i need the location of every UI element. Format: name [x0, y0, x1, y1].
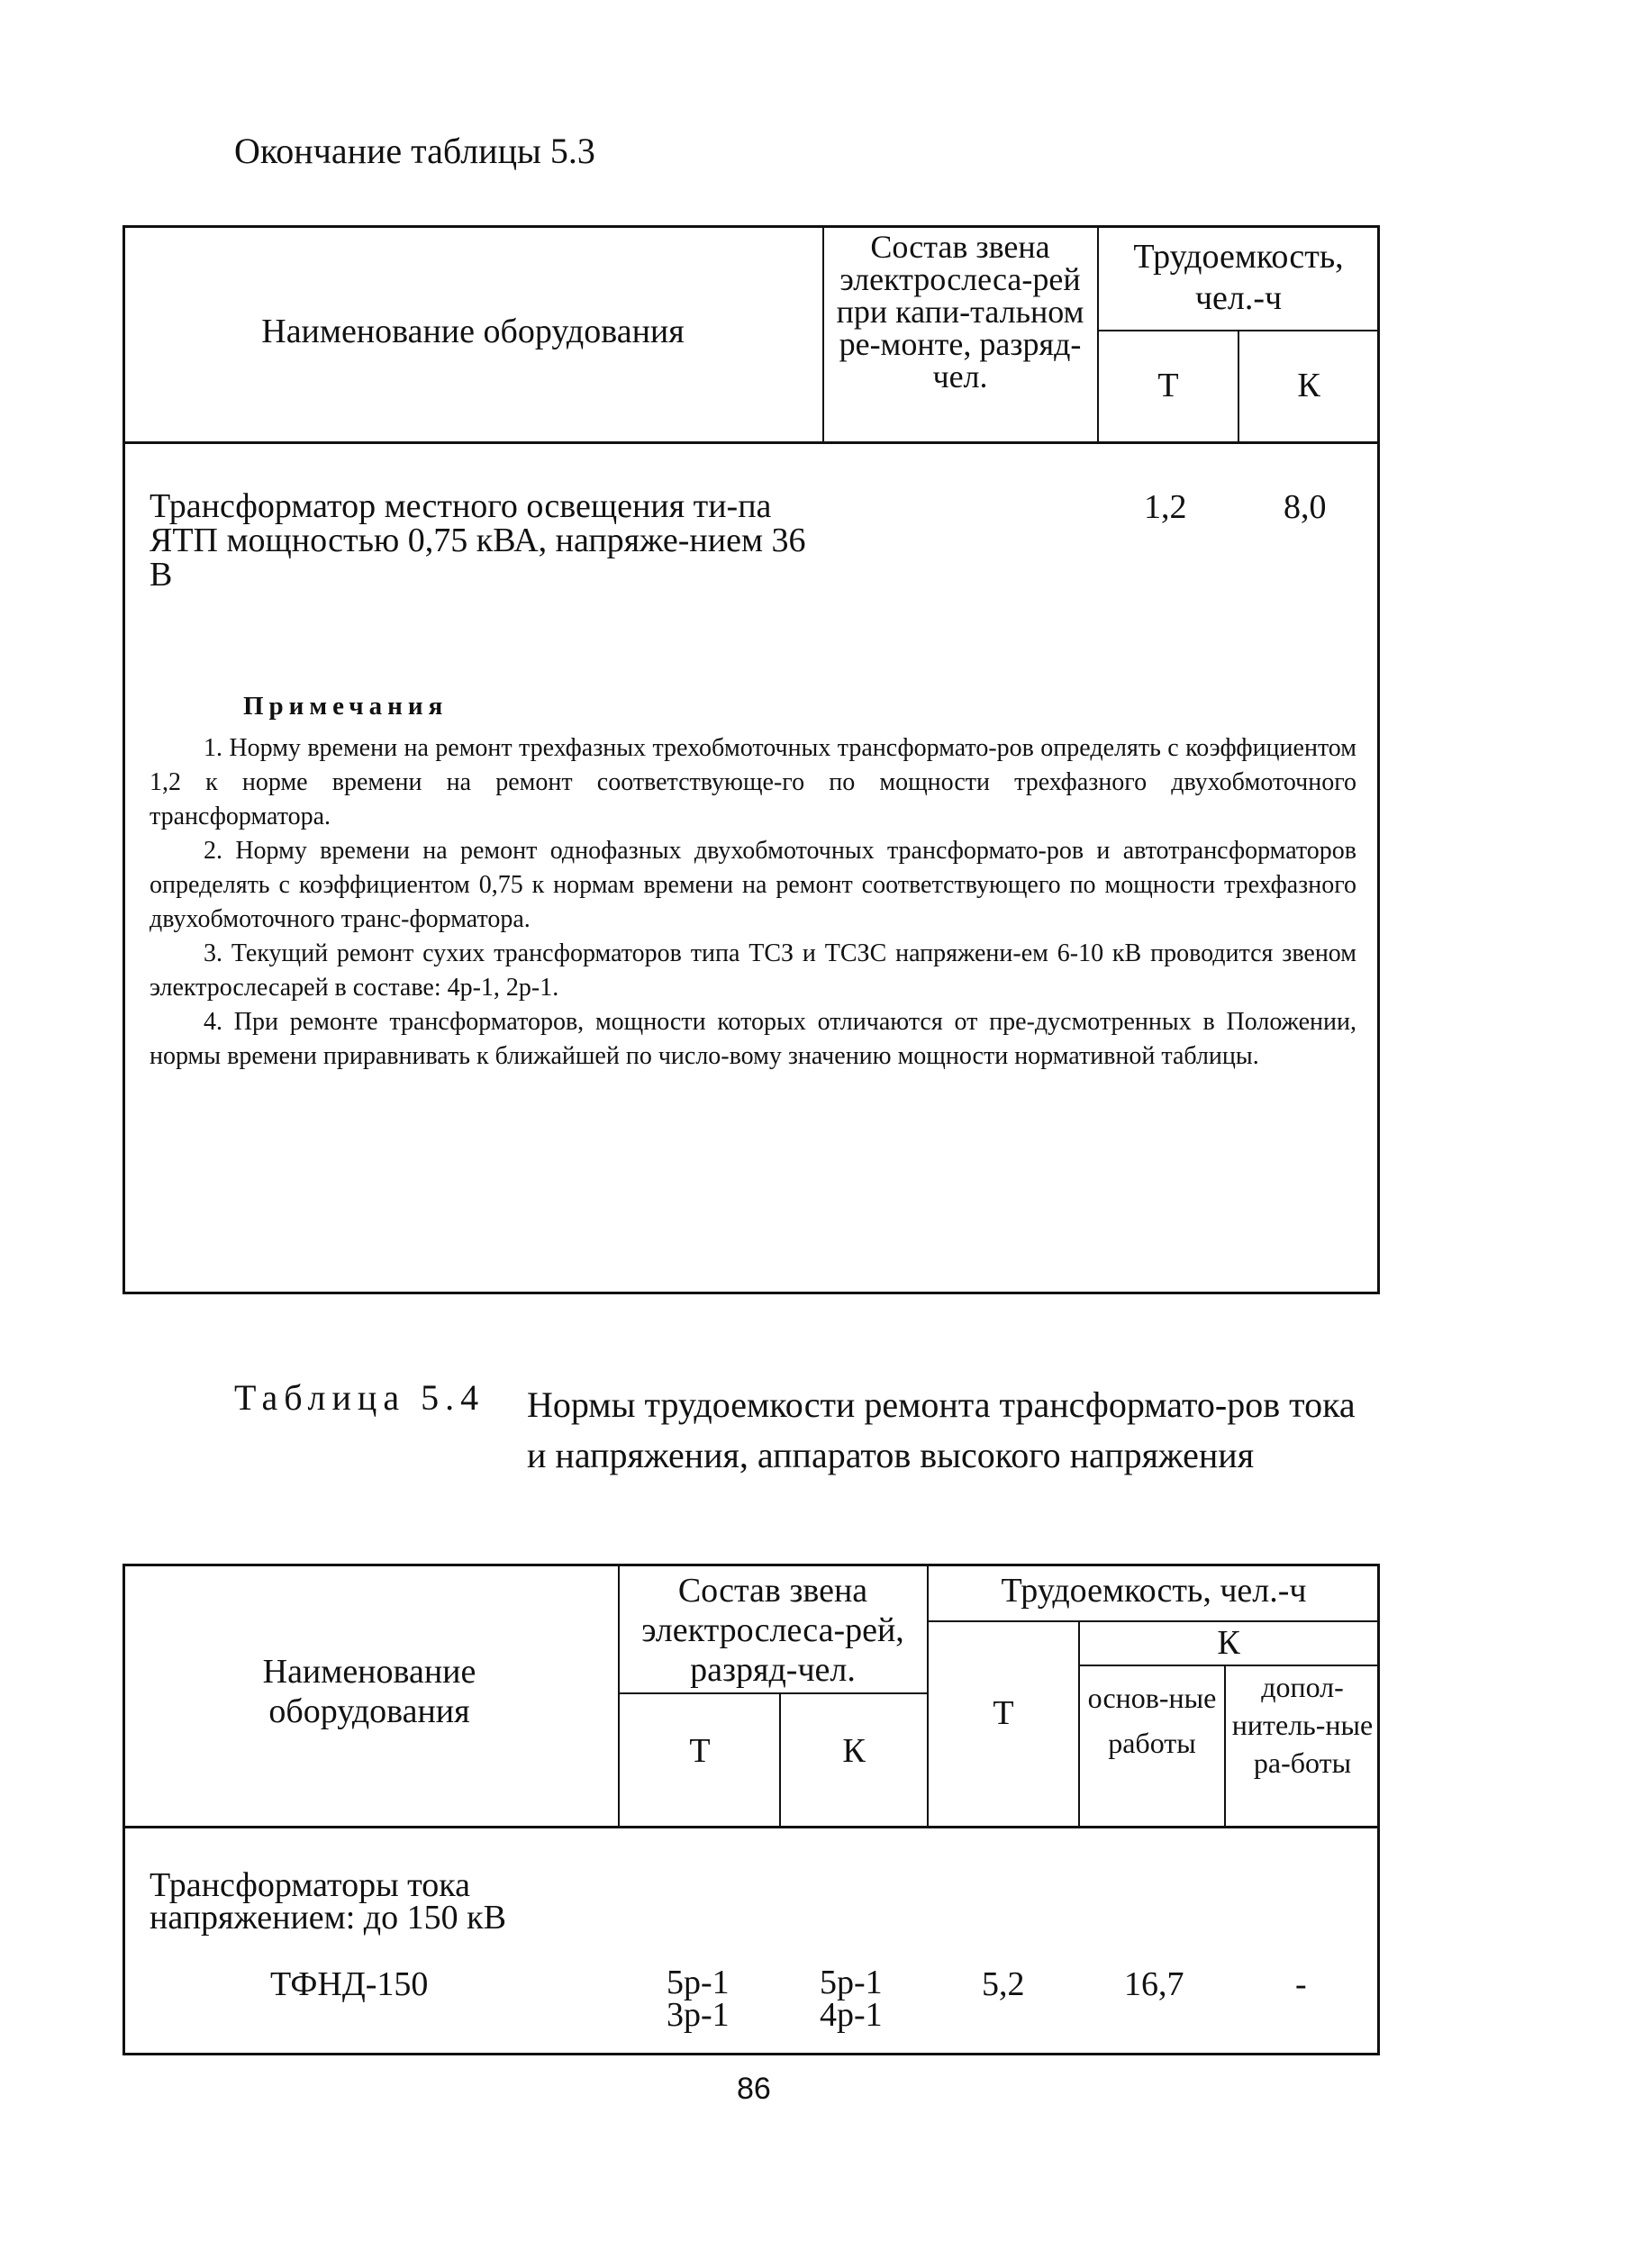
row-labor-k-extra: - [1295, 1965, 1307, 2003]
header-k: К [1297, 367, 1320, 404]
header-crew: Состав звена электрослеса-рей при капи-тальном ре-монте, разряд-чел. [836, 229, 1084, 395]
header-t: Т [1157, 367, 1179, 404]
row-k-value: 8,0 [1284, 488, 1327, 526]
header-labor: Трудоемкость, чел.-ч [1001, 1572, 1307, 1610]
header-labor: Трудоемкость, чел.-ч [1133, 238, 1344, 317]
header-crew: Состав звена электрослеса-рей, разряд-чел. [641, 1572, 904, 1689]
note-4: 4. При ремонте трансформаторов, мощности которых отличаются от пре-дусмотренных в Положении, нормы времени приравнивать к ближайшей по число-вому значению мощности нормативной таблицы. [150, 1008, 1356, 1070]
table-5-4-label: Таблица 5.4 [234, 1377, 485, 1418]
row-labor-t: 5,2 [982, 1965, 1025, 2003]
row-t-value: 1,2 [1144, 488, 1187, 526]
page-number: 86 [737, 2072, 771, 2106]
table-5-4-title: Нормы трудоемкости ремонта трансформато-ров тока и напряжения, аппаратов высокого напряжения [527, 1384, 1356, 1475]
header-crew-k: К [842, 1732, 866, 1770]
header-main-works: основ-ные работы [1087, 1682, 1217, 1759]
header-equipment-name: Наименование оборудования [262, 1653, 476, 1730]
note-2: 2. Норму времени на ремонт однофазных двухобмоточных трансформато-ров и автотрансформаторов определять с коэффициентом 0,75 к нормам времени на ремонт соответствующего по мощности трехфазного двухобмоточного транс-форматора. [150, 837, 1356, 933]
header-crew-t: Т [689, 1732, 711, 1770]
row-equipment-name: ТФНД-150 [270, 1965, 429, 2003]
notes-list [150, 731, 1356, 1074]
note-3: 3. Текущий ремонт сухих трансформаторов типа ТСЗ и ТСЗС напряжени-ем 6-10 кВ проводится звеном электрослесарей в составе: 4р-1, 2р-1. [150, 939, 1356, 1002]
row-crew-k: 5р-1 4р-1 [820, 1964, 883, 2034]
row-crew-t: 5р-1 3р-1 [667, 1964, 730, 2034]
group-label: Трансформаторы тока напряжением: до 150 кВ [150, 1866, 506, 1937]
header-equipment-name: Наименование оборудования [261, 313, 685, 350]
header-labor-t: Т [993, 1694, 1014, 1732]
header-extra-works: допол-нитель-ные ра-боты [1231, 1671, 1374, 1779]
row-labor-k-main: 16,7 [1124, 1965, 1184, 2003]
table-5-3-continuation-caption: Окончание таблицы 5.3 [234, 131, 595, 171]
row-equipment-name: Трансформатор местного освещения ти-па ЯТП мощностью 0,75 кВА, напряже-нием 36 В [150, 487, 806, 594]
header-labor-k: К [1217, 1624, 1240, 1662]
note-1: 1. Норму времени на ремонт трехфазных трехобмоточных трансформато-ров определять с коэффициентом 1,2 к норме времени на ремонт соответствующе-го по мощности трехфазного двухобмоточного трансформатора. [150, 734, 1356, 830]
notes-title: Примечания [243, 692, 449, 721]
